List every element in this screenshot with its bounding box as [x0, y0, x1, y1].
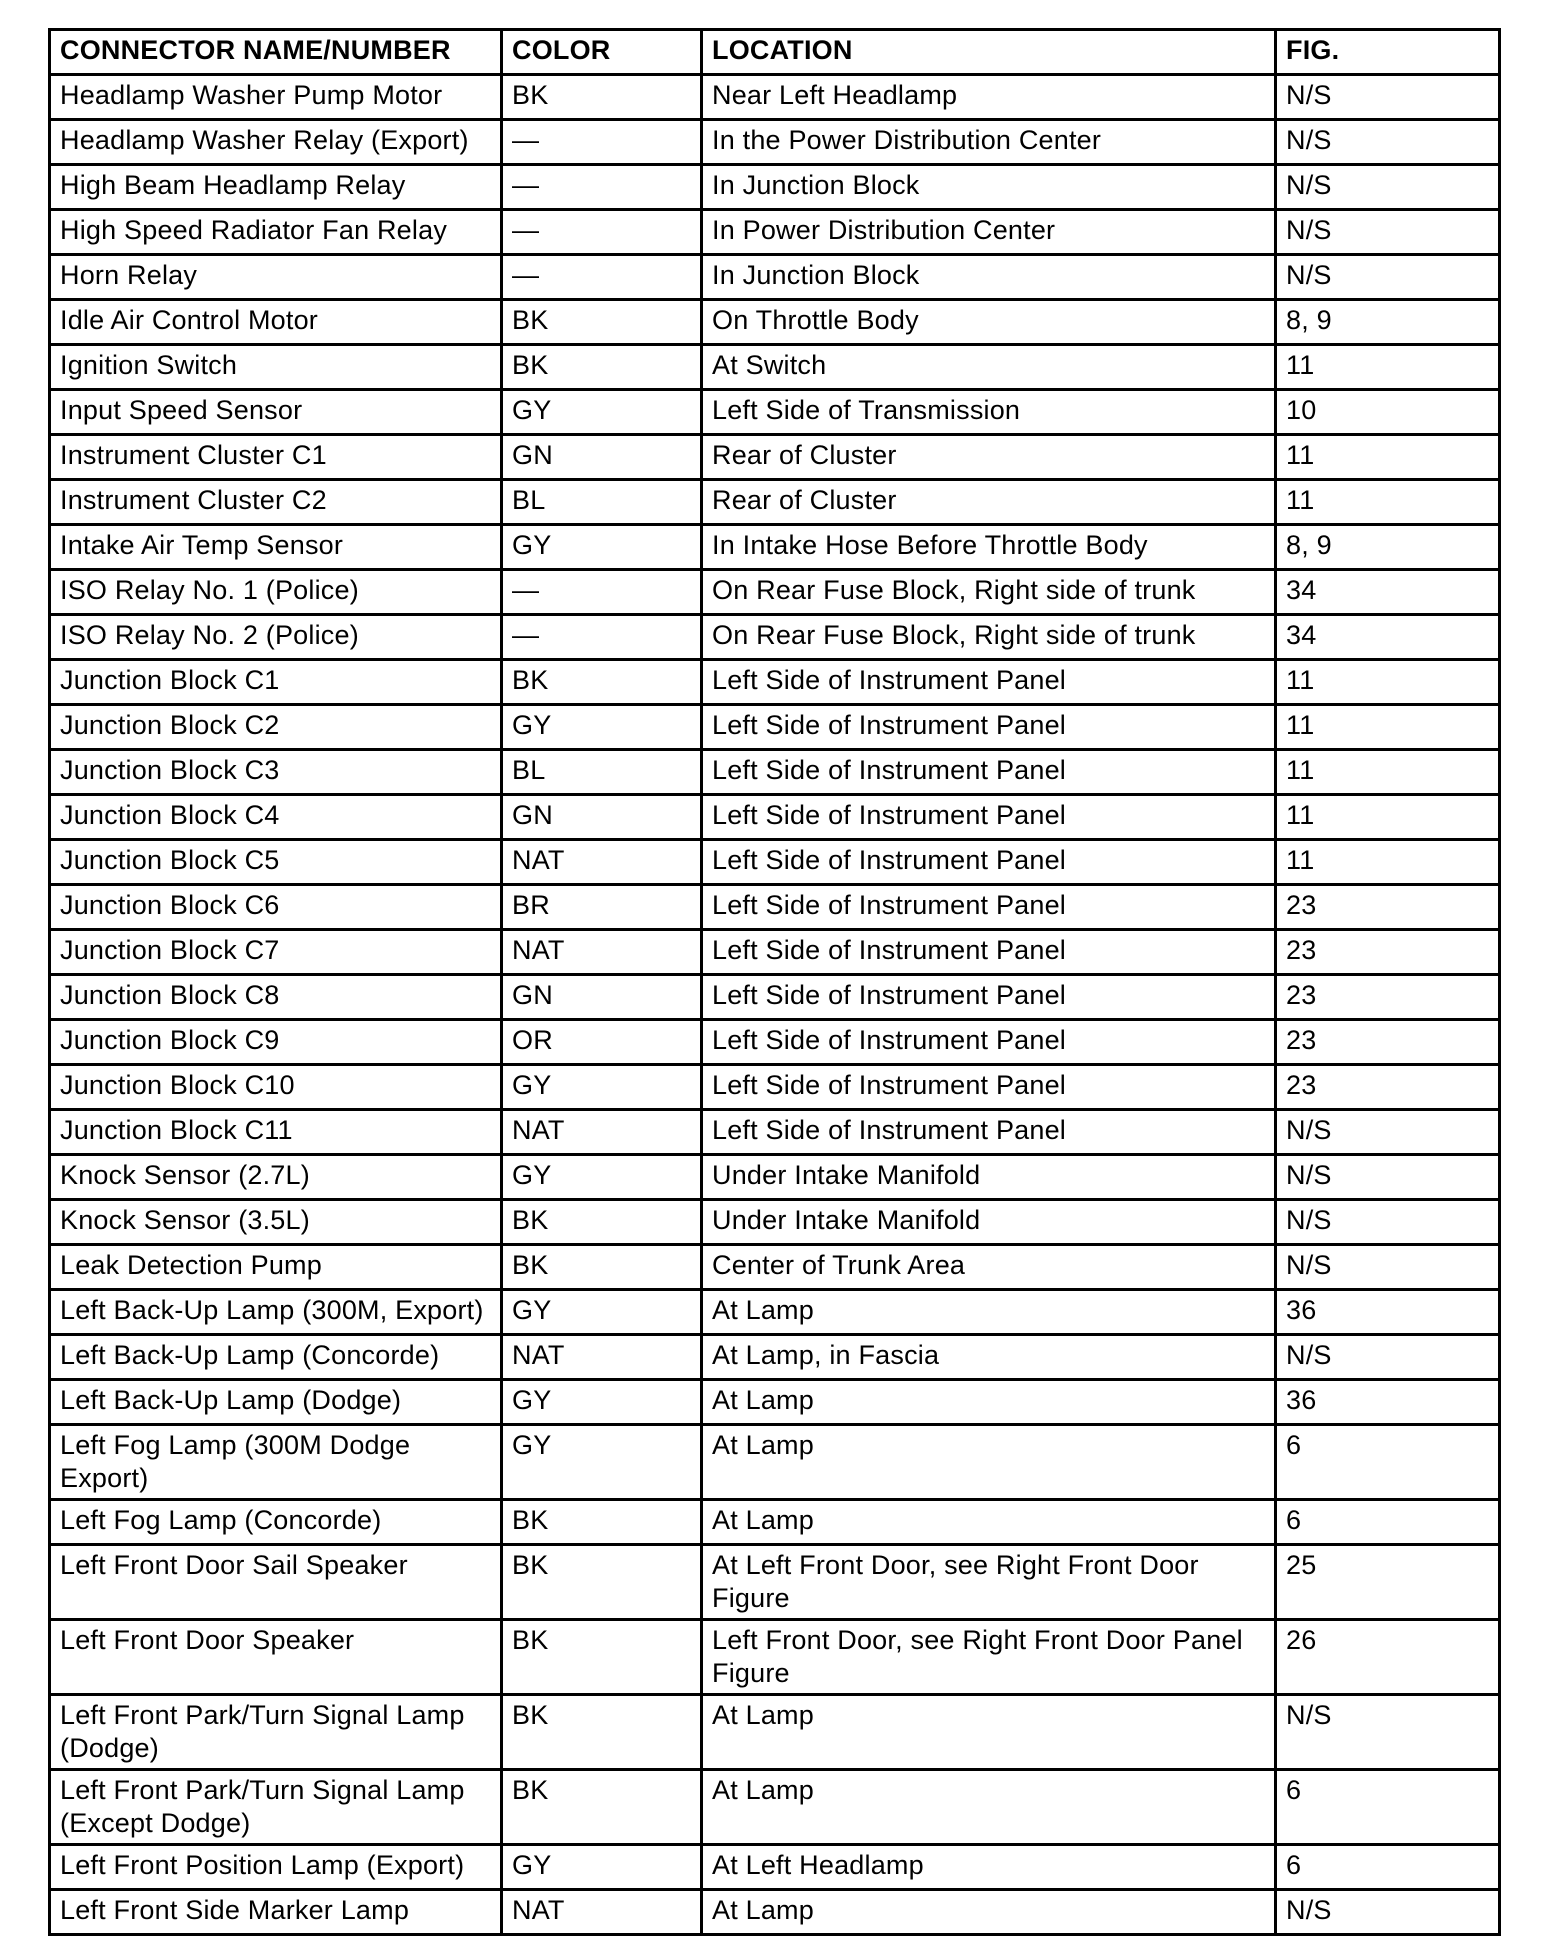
fig-cell: 6 [1276, 1770, 1500, 1845]
color-cell: GY [502, 1155, 702, 1200]
connector-name-cell: Junction Block C5 [50, 840, 502, 885]
connector-name-cell: Idle Air Control Motor [50, 300, 502, 345]
fig-cell: 6 [1276, 1845, 1500, 1890]
location-cell: At Lamp, in Fascia [702, 1335, 1276, 1380]
location-cell: On Rear Fuse Block, Right side of trunk [702, 615, 1276, 660]
color-cell: OR [502, 1020, 702, 1065]
fig-cell: N/S [1276, 1155, 1500, 1200]
location-cell: At Switch [702, 345, 1276, 390]
location-cell: Left Side of Transmission [702, 390, 1276, 435]
fig-cell: 8, 9 [1276, 525, 1500, 570]
location-cell: Left Side of Instrument Panel [702, 1065, 1276, 1110]
color-cell: GY [502, 705, 702, 750]
location-cell: Left Side of Instrument Panel [702, 750, 1276, 795]
connector-name-cell: Junction Block C3 [50, 750, 502, 795]
color-cell: BL [502, 480, 702, 525]
fig-cell: N/S [1276, 1200, 1500, 1245]
fig-cell: 11 [1276, 435, 1500, 480]
table-row [50, 570, 1500, 615]
connector-name-cell: ISO Relay No. 1 (Police) [50, 570, 502, 615]
fig-cell: 11 [1276, 345, 1500, 390]
connector-name-cell: Junction Block C11 [50, 1110, 502, 1155]
connector-name-cell: Junction Block C6 [50, 885, 502, 930]
color-cell: GY [502, 1845, 702, 1890]
color-cell: NAT [502, 840, 702, 885]
location-cell: In Junction Block [702, 255, 1276, 300]
location-cell: In Power Distribution Center [702, 210, 1276, 255]
fig-cell: N/S [1276, 120, 1500, 165]
location-cell: Near Left Headlamp [702, 75, 1276, 120]
connector-name-cell: Junction Block C10 [50, 1065, 502, 1110]
color-cell: BK [502, 1620, 702, 1695]
table-row [50, 210, 1500, 255]
fig-cell: 11 [1276, 750, 1500, 795]
table-row [50, 120, 1500, 165]
location-cell: At Lamp [702, 1290, 1276, 1335]
fig-cell: N/S [1276, 210, 1500, 255]
fig-cell: 11 [1276, 660, 1500, 705]
fig-cell: 6 [1276, 1425, 1500, 1500]
location-cell: In Junction Block [702, 165, 1276, 210]
table-row [50, 300, 1500, 345]
header-connector-name: CONNECTOR NAME/NUMBER [50, 30, 502, 75]
connector-name-cell: Left Fog Lamp (Concorde) [50, 1500, 502, 1545]
fig-cell: 36 [1276, 1290, 1500, 1335]
connector-name-cell: Headlamp Washer Relay (Export) [50, 120, 502, 165]
location-cell: On Rear Fuse Block, Right side of trunk [702, 570, 1276, 615]
table-row [50, 750, 1500, 795]
fig-cell: 23 [1276, 1065, 1500, 1110]
color-cell: GN [502, 975, 702, 1020]
color-cell: BK [502, 1695, 702, 1770]
fig-cell: 11 [1276, 840, 1500, 885]
location-cell: Rear of Cluster [702, 480, 1276, 525]
location-cell: At Lamp [702, 1425, 1276, 1500]
color-cell: BK [502, 345, 702, 390]
connector-name-cell: Left Back-Up Lamp (Dodge) [50, 1380, 502, 1425]
connector-name-cell: Junction Block C2 [50, 705, 502, 750]
color-cell: BK [502, 1770, 702, 1845]
fig-cell: 26 [1276, 1620, 1500, 1695]
color-cell: GY [502, 1065, 702, 1110]
connector-name-cell: Instrument Cluster C1 [50, 435, 502, 480]
location-cell: Left Side of Instrument Panel [702, 1110, 1276, 1155]
connector-name-cell: Junction Block C4 [50, 795, 502, 840]
color-cell: BK [502, 300, 702, 345]
connector-name-cell: Leak Detection Pump [50, 1245, 502, 1290]
header-row [50, 30, 1500, 75]
connector-name-cell: Left Back-Up Lamp (Concorde) [50, 1335, 502, 1380]
table-row [50, 885, 1500, 930]
table-row [50, 1770, 1500, 1845]
table-row [50, 165, 1500, 210]
table-row [50, 1245, 1500, 1290]
fig-cell: 23 [1276, 885, 1500, 930]
header-fig: FIG. [1276, 30, 1500, 75]
table-row [50, 975, 1500, 1020]
table-row [50, 1020, 1500, 1065]
connector-name-cell: Left Back-Up Lamp (300M, Export) [50, 1290, 502, 1335]
connector-name-cell: Junction Block C1 [50, 660, 502, 705]
connector-name-cell: Left Front Door Speaker [50, 1620, 502, 1695]
color-cell: BR [502, 885, 702, 930]
table-row [50, 390, 1500, 435]
color-cell: GY [502, 1425, 702, 1500]
table-row [50, 615, 1500, 660]
fig-cell: 11 [1276, 795, 1500, 840]
header-location: LOCATION [702, 30, 1276, 75]
location-cell: Left Side of Instrument Panel [702, 1020, 1276, 1065]
color-cell: — [502, 165, 702, 210]
location-cell: Left Side of Instrument Panel [702, 795, 1276, 840]
connector-name-cell: Input Speed Sensor [50, 390, 502, 435]
location-cell: At Lamp [702, 1380, 1276, 1425]
location-cell: At Lamp [702, 1890, 1276, 1935]
location-cell: Left Front Door, see Right Front Door Panel Figure [702, 1620, 1276, 1695]
table-row [50, 1155, 1500, 1200]
table-row [50, 840, 1500, 885]
fig-cell: 34 [1276, 570, 1500, 615]
location-cell: At Lamp [702, 1770, 1276, 1845]
connector-name-cell: Left Front Position Lamp (Export) [50, 1845, 502, 1890]
table-row [50, 795, 1500, 840]
location-cell: Left Side of Instrument Panel [702, 705, 1276, 750]
location-cell: Left Side of Instrument Panel [702, 840, 1276, 885]
table-row [50, 1695, 1500, 1770]
color-cell: BK [502, 1200, 702, 1245]
color-cell: BK [502, 1545, 702, 1620]
location-cell: Left Side of Instrument Panel [702, 930, 1276, 975]
location-cell: Left Side of Instrument Panel [702, 975, 1276, 1020]
table-header [50, 30, 1500, 75]
table-row [50, 1500, 1500, 1545]
connector-name-cell: Left Front Park/Turn Signal Lamp (Except Dodge) [50, 1770, 502, 1845]
table-row [50, 930, 1500, 975]
location-cell: At Lamp [702, 1500, 1276, 1545]
fig-cell: 25 [1276, 1545, 1500, 1620]
fig-cell: 11 [1276, 705, 1500, 750]
table-row [50, 1545, 1500, 1620]
color-cell: GN [502, 795, 702, 840]
connector-name-cell: Junction Block C8 [50, 975, 502, 1020]
color-cell: BK [502, 660, 702, 705]
fig-cell: 23 [1276, 930, 1500, 975]
connector-name-cell: Ignition Switch [50, 345, 502, 390]
table-row [50, 1425, 1500, 1500]
fig-cell: N/S [1276, 255, 1500, 300]
color-cell: NAT [502, 1335, 702, 1380]
header-color: COLOR [502, 30, 702, 75]
table-row [50, 1380, 1500, 1425]
table-row [50, 1200, 1500, 1245]
table-row [50, 435, 1500, 480]
location-cell: At Left Front Door, see Right Front Door Figure [702, 1545, 1276, 1620]
table-row [50, 1890, 1500, 1935]
color-cell: GY [502, 390, 702, 435]
connector-name-cell: Left Front Park/Turn Signal Lamp (Dodge) [50, 1695, 502, 1770]
connector-name-cell: Left Front Door Sail Speaker [50, 1545, 502, 1620]
table-row [50, 75, 1500, 120]
location-cell: At Lamp [702, 1695, 1276, 1770]
connector-name-cell: Horn Relay [50, 255, 502, 300]
location-cell: In Intake Hose Before Throttle Body [702, 525, 1276, 570]
location-cell: Center of Trunk Area [702, 1245, 1276, 1290]
fig-cell: 23 [1276, 1020, 1500, 1065]
fig-cell: 11 [1276, 480, 1500, 525]
connector-name-cell: High Speed Radiator Fan Relay [50, 210, 502, 255]
table-row [50, 660, 1500, 705]
connector-name-cell: Junction Block C7 [50, 930, 502, 975]
color-cell: GY [502, 1290, 702, 1335]
table-row [50, 1620, 1500, 1695]
table-row [50, 1845, 1500, 1890]
connector-name-cell: High Beam Headlamp Relay [50, 165, 502, 210]
connector-name-cell: ISO Relay No. 2 (Police) [50, 615, 502, 660]
location-cell: On Throttle Body [702, 300, 1276, 345]
location-cell: In the Power Distribution Center [702, 120, 1276, 165]
color-cell: NAT [502, 1110, 702, 1155]
fig-cell: 36 [1276, 1380, 1500, 1425]
table-row [50, 1290, 1500, 1335]
fig-cell: N/S [1276, 1245, 1500, 1290]
fig-cell: 6 [1276, 1500, 1500, 1545]
fig-cell: N/S [1276, 1890, 1500, 1935]
connector-name-cell: Junction Block C9 [50, 1020, 502, 1065]
color-cell: BK [502, 1500, 702, 1545]
fig-cell: 23 [1276, 975, 1500, 1020]
color-cell: — [502, 255, 702, 300]
color-cell: BK [502, 1245, 702, 1290]
connector-name-cell: Headlamp Washer Pump Motor [50, 75, 502, 120]
connector-name-cell: Knock Sensor (2.7L) [50, 1155, 502, 1200]
location-cell: Left Side of Instrument Panel [702, 885, 1276, 930]
color-cell: — [502, 570, 702, 615]
color-cell: — [502, 120, 702, 165]
color-cell: NAT [502, 1890, 702, 1935]
connector-name-cell: Knock Sensor (3.5L) [50, 1200, 502, 1245]
table-row [50, 1065, 1500, 1110]
color-cell: BK [502, 75, 702, 120]
color-cell: GN [502, 435, 702, 480]
table-row [50, 525, 1500, 570]
table-row [50, 1335, 1500, 1380]
fig-cell: N/S [1276, 75, 1500, 120]
table-row [50, 1110, 1500, 1155]
connector-name-cell: Instrument Cluster C2 [50, 480, 502, 525]
fig-cell: 10 [1276, 390, 1500, 435]
connector-name-cell: Intake Air Temp Sensor [50, 525, 502, 570]
color-cell: GY [502, 525, 702, 570]
table-row [50, 255, 1500, 300]
color-cell: — [502, 210, 702, 255]
location-cell: Left Side of Instrument Panel [702, 660, 1276, 705]
location-cell: At Left Headlamp [702, 1845, 1276, 1890]
location-cell: Under Intake Manifold [702, 1200, 1276, 1245]
table-row [50, 705, 1500, 750]
connector-name-cell: Left Front Side Marker Lamp [50, 1890, 502, 1935]
fig-cell: N/S [1276, 165, 1500, 210]
color-cell: NAT [502, 930, 702, 975]
location-cell: Rear of Cluster [702, 435, 1276, 480]
fig-cell: N/S [1276, 1335, 1500, 1380]
fig-cell: N/S [1276, 1695, 1500, 1770]
fig-cell: N/S [1276, 1110, 1500, 1155]
connector-table [48, 28, 1501, 1936]
color-cell: BL [502, 750, 702, 795]
color-cell: GY [502, 1380, 702, 1425]
connector-name-cell: Left Fog Lamp (300M Dodge Export) [50, 1425, 502, 1500]
fig-cell: 34 [1276, 615, 1500, 660]
table-row [50, 345, 1500, 390]
color-cell: — [502, 615, 702, 660]
table-row [50, 480, 1500, 525]
fig-cell: 8, 9 [1276, 300, 1500, 345]
location-cell: Under Intake Manifold [702, 1155, 1276, 1200]
table-body [50, 75, 1500, 1935]
